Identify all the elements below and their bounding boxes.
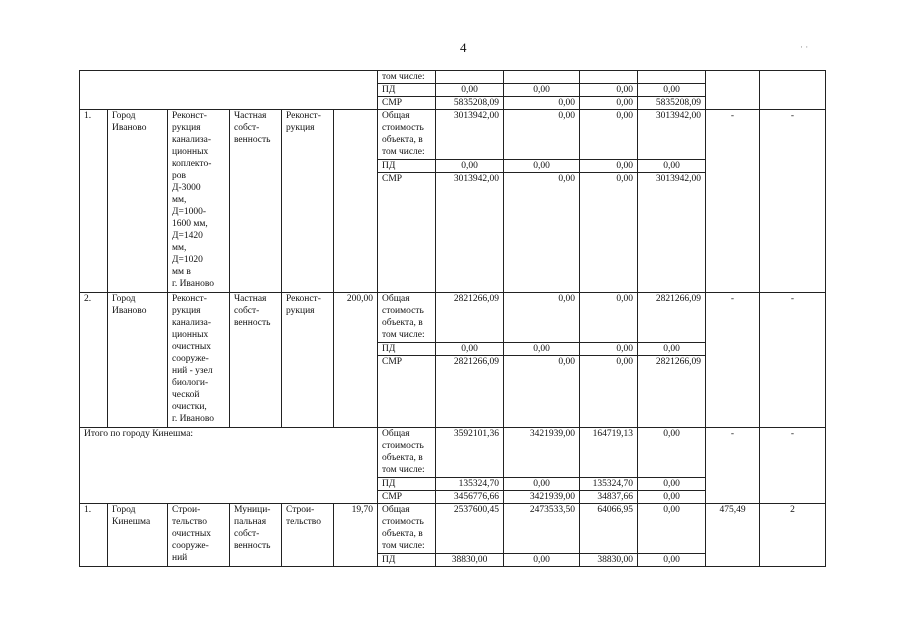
total-cost-label: Общая стоимость объекта, в том числе: [378,293,436,343]
extra-cell: - [760,428,826,504]
ownership-cell: Частная собст- венность [230,293,282,428]
pd-label: ПД [378,554,436,567]
continuation-extra2 [760,71,826,110]
total-cost-label: Общая стоимость объекта, в том числе: [378,110,436,160]
city-cell: Город Иваново [108,110,168,293]
amount-cell: 3592101,36 [436,428,504,478]
amount-cell: 0,00 [580,110,638,160]
extra-cell: - [760,293,826,428]
work-type-cell: Строи- тельство [282,504,334,567]
table-row [80,71,826,84]
smr-label: СМР [378,97,436,110]
object-name-cell: Реконст- рукция канализа- ционных коплекто- ров Д-3000 мм, Д=1000- 1600 мм, Д=1420 мм, Д=1020 мм в г. Иваново [168,110,230,293]
corner-mark: · · [800,42,809,52]
continuation-blank-cell [80,71,378,110]
amount-cell: 0,00 [580,343,638,356]
city-cell: Город Иваново [108,293,168,428]
amount-cell: 3421939,00 [504,491,580,504]
row-number: 1. [80,110,108,293]
amount-cell: 0,00 [580,293,638,343]
amount-cell: 3013942,00 [638,173,706,293]
total-cost-label: Общая стоимость объекта, в том числе: [378,504,436,554]
amount-cell: 3421939,00 [504,428,580,478]
amount-cell: 0,00 [638,160,706,173]
amount-cell: 0,00 [504,97,580,110]
amount-cell: 2537600,45 [436,504,504,554]
extra-cell: 475,49 [706,504,760,567]
amount-cell: 38830,00 [580,554,638,567]
work-type-cell: Реконст- рукция [282,110,334,293]
amount-cell: 0,00 [436,343,504,356]
city-cell: Город Кинешма [108,504,168,567]
amount-cell: 164719,13 [580,428,638,478]
amount-cell: 0,00 [504,554,580,567]
smr-label: СМР [378,173,436,293]
pd-label: ПД [378,84,436,97]
amount-cell: 0,00 [504,293,580,343]
amount-cell: 135324,70 [436,478,504,491]
row-number: 2. [80,293,108,428]
amount-cell: 0,00 [580,97,638,110]
extra-cell: - [760,110,826,293]
amount-cell: 0,00 [504,173,580,293]
amount-cell: 3456776,66 [436,491,504,504]
amount-cell: 2473533,50 [504,504,580,554]
object-name-cell: Строи- тельство очистных сооруже- ний [168,504,230,567]
amount-cell: 3013942,00 [436,173,504,293]
capacity-cell: 200,00 [334,293,378,428]
kineshma-total-label: Итого по городу Кинешма: [80,428,378,504]
ownership-cell: Муници- пальная собст- венность [230,504,282,567]
amount-cell: 38830,00 [436,554,504,567]
amount-cell: 2821266,09 [436,356,504,428]
amount-cell: 0,00 [504,160,580,173]
amount-cell: 0,00 [580,84,638,97]
smr-label: СМР [378,356,436,428]
extra-cell: - [706,293,760,428]
amount-cell: 0,00 [504,343,580,356]
table-row [80,504,826,554]
total-cost-label: Общая стоимость объекта, в том числе: [378,428,436,478]
table-row [80,428,826,478]
amount-cell: 64066,95 [580,504,638,554]
amount-cell: 135324,70 [580,478,638,491]
table-row [80,110,826,160]
amount-cell: 0,00 [638,84,706,97]
amount-cell: 0,00 [436,84,504,97]
object-name-cell: Реконст- рукция канализа- ционных очистных сооруже- ний - узел биологи- ческой очистки, г. Иваново [168,293,230,428]
amount-cell: 5835208,09 [436,97,504,110]
work-type-cell: Реконст- рукция [282,293,334,428]
amount-cell: 5835208,09 [638,97,706,110]
in-total-label: том числе: [378,71,436,84]
amount-cell: 3013942,00 [436,110,504,160]
table-row [80,293,826,343]
amount-cell: 2821266,09 [638,356,706,428]
amount-cell: 0,00 [638,428,706,478]
amount-cell: 34837,66 [580,491,638,504]
amount-cell: 0,00 [504,84,580,97]
capacity-cell: 19,70 [334,504,378,567]
amount-cell: 0,00 [580,173,638,293]
amount-cell: 0,00 [436,160,504,173]
extra-cell: - [706,110,760,293]
amount-cell: 2821266,09 [436,293,504,343]
extra-cell: 2 [760,504,826,567]
pd-label: ПД [378,478,436,491]
extra-cell: - [706,428,760,504]
amount-cell: 2821266,09 [638,293,706,343]
pd-label: ПД [378,160,436,173]
amount-cell: 0,00 [504,356,580,428]
smr-label: СМР [378,491,436,504]
amount-cell: 3013942,00 [638,110,706,160]
capacity-cell [334,110,378,293]
row-number: 1. [80,504,108,567]
amount-cell: 0,00 [638,478,706,491]
amount-cell: 0,00 [504,478,580,491]
amount-cell: 0,00 [638,554,706,567]
amount-cell: 0,00 [504,110,580,160]
continuation-extra1 [706,71,760,110]
page-number: 4 [460,40,467,55]
ownership-cell: Частная собст- венность [230,110,282,293]
amount-cell: 0,00 [638,491,706,504]
amount-cell: 0,00 [638,343,706,356]
amount-cell: 0,00 [638,504,706,554]
investment-table [79,70,826,567]
amount-cell: 0,00 [580,160,638,173]
pd-label: ПД [378,343,436,356]
amount-cell: 0,00 [580,356,638,428]
